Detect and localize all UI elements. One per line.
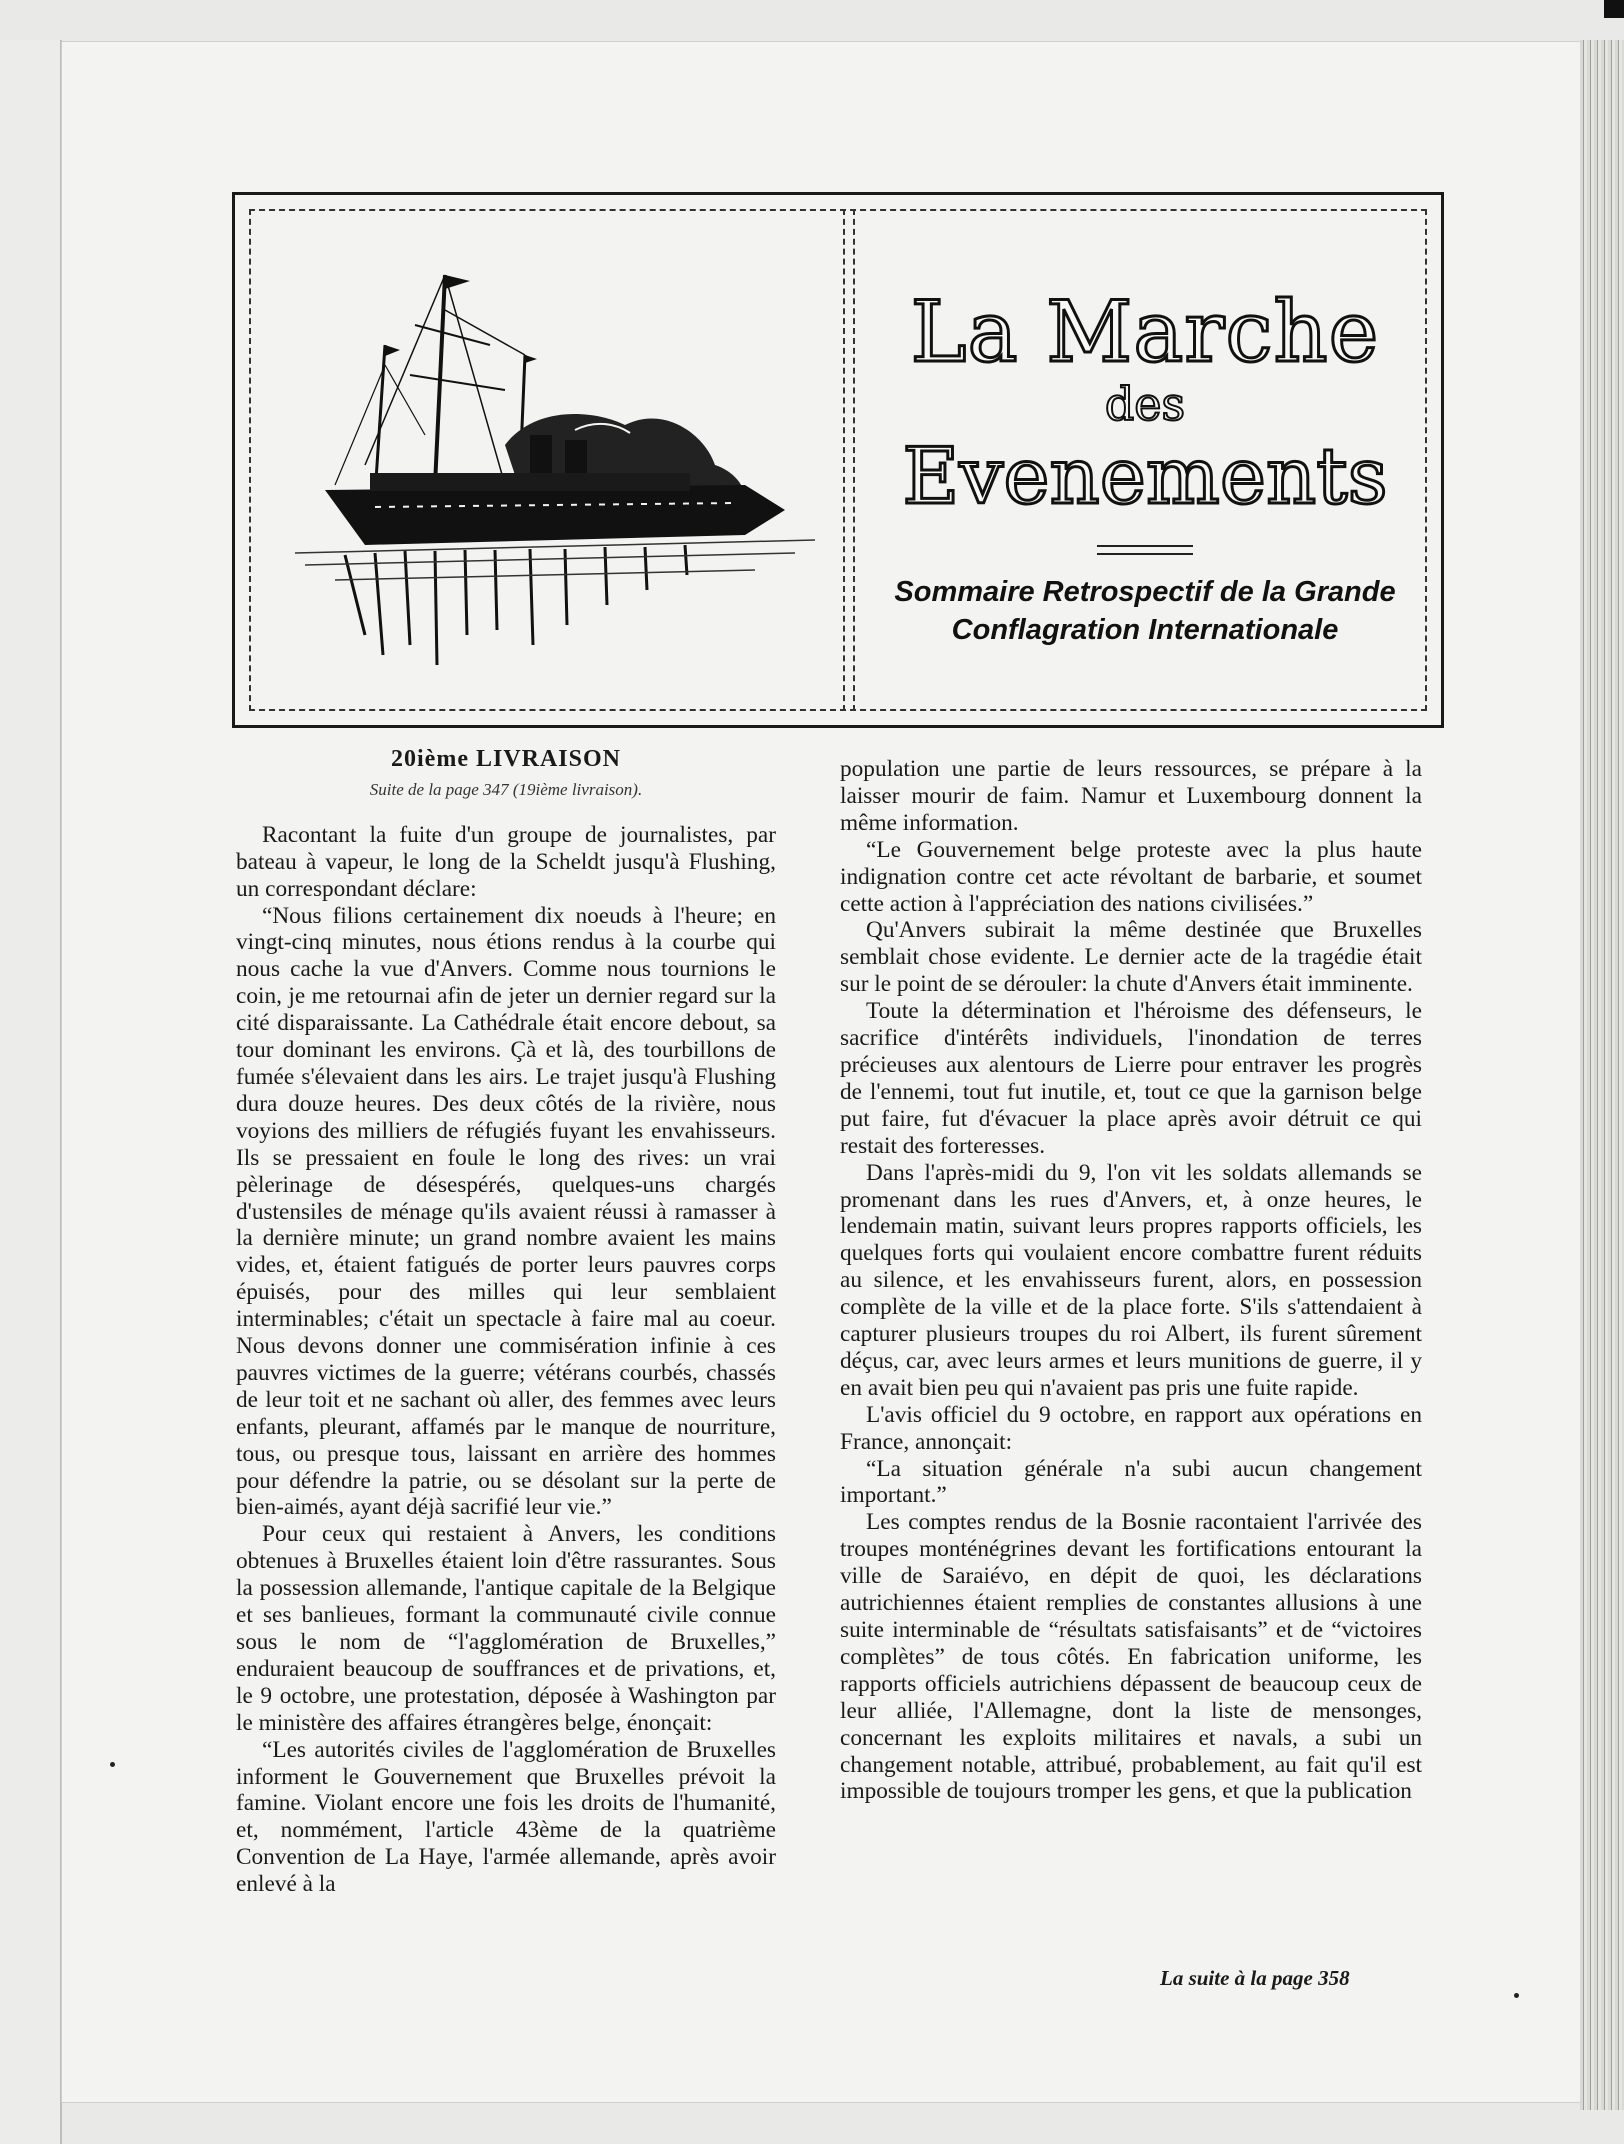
paragraph: Toute la détermination et l'héroisme des défenseurs, le sacrifice d'intérêts individuels, l'inondation de terres précieuses aux alentours de Lierre pour entraver les progrès de l'ennemi, tout fut inutile, et, tout ce que la garnison belge put faire, fut d'évacuer la place après avoir détruit ce qui restait des forteresses. (840, 998, 1422, 1159)
left-column (236, 746, 776, 1898)
paragraph: “Le Gouvernement belge proteste avec la plus haute indignation contre cet acte révoltant de barbarie, et soumet cette action à l'appréciation des nations civilisées.” (840, 836, 1422, 917)
title-des: des (1104, 377, 1186, 431)
corner-mark (1604, 0, 1624, 18)
paragraph: Racontant la fuite d'un groupe de journalistes, par bateau à vapeur, le long de la Scheldt jusqu'à Flushing, un correspondant déclare: (236, 821, 776, 902)
header-frame (232, 192, 1444, 728)
issue-heading: 20ième LIVRAISON (391, 746, 621, 772)
subtitle-line1: Sommaire Retrospectif de la Grande (894, 576, 1396, 608)
right-column (840, 756, 1422, 1805)
subtitle-line2: Conflagration Internationale (951, 614, 1339, 646)
steamship-illustration (275, 235, 835, 675)
continued-on-note: La suite à la page 358 (1160, 1966, 1350, 1990)
paragraph: “Les autorités civiles de l'agglomération de Bruxelles informent le Gouvernement que Bruxelles prévoit la famine. Violant encore une fois les droits de l'humanité, et, nommément, l'article 43ème de la quatrième Convention de La Haye, l'armée allemande, après avoir enlevé à la (236, 1736, 776, 1898)
title-evenements: Evenements (902, 432, 1388, 522)
paragraph: population une partie de leurs ressources, se prépare à la laisser mourir de faim. Namur et Luxembourg donnent la même information. (840, 756, 1422, 836)
masthead-title (865, 225, 1425, 685)
stacked-page-edges (1580, 40, 1624, 2110)
scan-speck (110, 1762, 115, 1767)
paragraph: Pour ceux qui restaient à Anvers, les conditions obtenues à Bruxelles étaient loin d'être rassurantes. Sous la possession allemande, l'antique capitale de la Belgique et ses banlieues, formant la communauté civile connue sous le nom de “l'agglomération de Bruxelles,” enduraient beaucoup de souffrances et de privations, et, le 9 octobre, une protestation, déposée à Washington par le ministère des affaires étrangères belge, énonçait: (236, 1521, 776, 1736)
scan-speck (1514, 1993, 1519, 1998)
title-la-marche: La Marche (910, 283, 1380, 381)
left-page-edge (0, 40, 62, 2144)
paragraph: “La situation générale n'a subi aucun changement important.” (840, 1455, 1422, 1509)
paragraph: Dans l'après-midi du 9, l'on vit les soldats allemands se promenant dans les rues d'Anvers, et, à onze heures, le lendemain matin, suivant leurs propres rapports officiels, les quelques forts qui voulaient encore combattre furent réduits au silence, et les envahisseurs furent, alors, en possession complète de la ville et de la place forte. S'ils s'attendaient à capturer plusieurs troupes du roi Albert, ils furent sûrement déçus, car, avec leurs armes et leurs munitions de guerre, il y en avait bien peu qui n'avaient pas pris une fuite rapide. (840, 1159, 1422, 1401)
paragraph: “Nous filions certainement dix noeuds à l'heure; en vingt-cinq minutes, nous étions rendus à la courbe qui nous cache la vue d'Anvers. Comme nous tournions le coin, je me retournai afin de jeter un dernier regard sur la cité disparaissante. La Cathédrale était encore debout, sa tour dominant les environs. Çà et là, des tourbillons de fumée s'élevaient dans les airs. Le trajet jusqu'à Flushing dura douze heures. Des deux côtés de la rivière, nous voyions des milliers de réfugiés fuyant les envahisseurs. Ils se pressaient en foule le long des rives: un vrai pèlerinage de désespérés, quelques-uns chargés d'ustensiles de ménage qu'ils avaient réussi à ramasser à la dernière minute; un grand nombre avaient les mains vides, et, étaient fatigués de porter leurs pauvres corps épuisés, pour des milles qui leur semblaient interminables; c'était un spectacle à faire mal au coeur. Nous devons donner une commisération infinie à ces pauvres victimes de la guerre; vétérans courbés, chassés de leur toit et ne sachant où aller, des femmes avec leurs enfants, pleurant, affamés par le manque de nourriture, tous, ou presque tous, laissant en arrière des hommes pour défendre la patrie, ou se désolant sur la perte de bien-aimés, ayant déjà sacrifié leur vie.” (236, 902, 776, 1521)
header-divider (843, 209, 855, 711)
paragraph: Les comptes rendus de la Bosnie racontaient l'arrivée des troupes monténégrines devant les fortifications entourant la ville de Saraiévo, en dépit de quoi, les déclarations autrichiennes étaient remplies de constantes allusions à une suite interminable de “résultats satisfaisants” et de “victoires complètes” de tous côtés. En fabrication uniforme, les rapports officiels autrichiens dépassent de beaucoup ceux de leur alliée, l'Allemagne, dont la liste de mensonges, concernant les exploits militaires et navals, a subi un changement notable, attribué, probablement, au fait qu'il est impossible de toujours tromper les gens, et que la publication (840, 1509, 1422, 1805)
paragraph: L'avis officiel du 9 octobre, en rapport aux opérations en France, annonçait: (840, 1401, 1422, 1455)
paragraph: Qu'Anvers subirait la même destinée que Bruxelles semblait chose evidente. Le dernier acte de la tragédie était sur le point de se dérouler: la chute d'Anvers était imminente. (840, 917, 1422, 998)
title-rule (1097, 545, 1193, 555)
continued-from-note: Suite de la page 347 (19ième livraison). (369, 779, 643, 799)
